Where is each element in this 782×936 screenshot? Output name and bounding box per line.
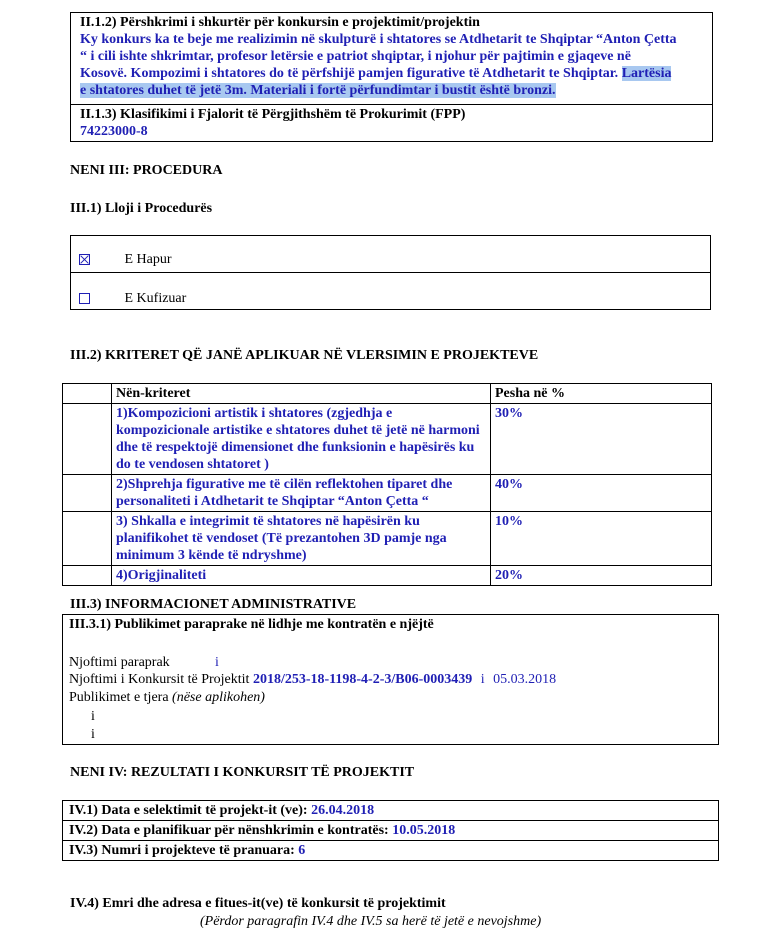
- options-divider: [71, 272, 710, 273]
- description-highlight-1: Lartësia: [621, 66, 672, 81]
- procedure-options-box: [70, 235, 711, 310]
- neni-iii-heading: NENI III: PROCEDURA: [70, 163, 223, 178]
- criteria-blank-cell: [63, 404, 112, 475]
- criteria-weight: 30%: [491, 404, 712, 475]
- other-bullet-1: i: [91, 709, 95, 724]
- criteria-text: 4)Origjinaliteti: [112, 566, 491, 586]
- projects-count-row: [62, 840, 719, 861]
- other-publications-note: (nëse aplikohen): [172, 690, 265, 705]
- winner-note-text: (Përdor paragrafin IV.4 dhe IV.5 sa herë të jetë e nevojshme): [200, 914, 542, 929]
- criteria-row: [63, 566, 712, 586]
- admin-heading: III.3) INFORMACIONET ADMINISTRATIVE: [70, 597, 357, 612]
- cpv-code: 74223000-8: [80, 124, 148, 139]
- prior-notice-label: Njoftimi paraprak: [69, 655, 170, 670]
- winner-heading: IV.4) Emri dhe adresa e fitues-it(ve) të konkursit të projektimit: [70, 896, 446, 911]
- criteria-text: 1)Kompozicioni artistik i shtatores (zgjedhja e kompozicionale artistike e shtatores duhet të jetë në harmoni dhe të respektojë dimensionet dhe funksionin e hapësirës ku do te vendosen shtatoret ): [112, 404, 491, 475]
- description-line-3-text: Kosovë. Kompozimi i shtatores do të përfshijë pamjen figurative të Atdhetarit te Shqiptar.: [80, 66, 622, 81]
- criteria-row: [63, 404, 712, 475]
- contract-date-label: IV.2) Data e planifikuar për nënshkrimin e kontratës:: [69, 823, 393, 838]
- contest-notice-number: 2018/253-18-1198-4-2-3/B06-0003439: [252, 672, 473, 687]
- criteria-blank-cell: [63, 512, 112, 566]
- criteria-row: [63, 475, 712, 512]
- selection-date-value: 26.04.2018: [311, 803, 375, 818]
- description-line-2: “ i cili ishte shkrimtar, profesor letërsie e patriot shqiptar, i njohur për pajtimin e gjaqeve në: [80, 49, 631, 64]
- contest-notice-line: [69, 672, 556, 688]
- criteria-blank-cell: [63, 566, 112, 586]
- option-open-checkbox[interactable]: [79, 254, 90, 265]
- option-restricted[interactable]: [79, 291, 379, 307]
- cpv-box: [70, 104, 713, 142]
- option-open[interactable]: [79, 252, 379, 268]
- criteria-blank-cell: [63, 384, 112, 404]
- description-title: II.1.2) Përshkrimi i shkurtër për konkursin e projektimit/projektin: [80, 15, 480, 30]
- criteria-weight: 20%: [491, 566, 712, 586]
- cpv-title: II.1.3) Klasifikimi i Fjalorit të Përgjithshëm të Prokurimit (FPP): [80, 107, 466, 122]
- criteria-weight: 10%: [491, 512, 712, 566]
- criteria-text: 3) Shkalla e integrimit të shtatores në hapësirën ku planifikohet të vendoset (Të prezantohen 3D pamje nga minimum 3 kënde të ndryshme): [112, 512, 491, 566]
- option-open-label: E Hapur: [124, 252, 172, 267]
- criteria-header-row: [63, 384, 712, 404]
- contract-date-value: 10.05.2018: [392, 823, 456, 838]
- procedure-type-heading: III.1) Lloji i Procedurës: [70, 201, 213, 216]
- publications-box: [62, 614, 719, 745]
- contest-notice-date: 05.03.2018: [493, 672, 557, 687]
- other-publications-line: [69, 690, 265, 706]
- criteria-table: [62, 383, 712, 586]
- prior-notice-bullet: i: [215, 655, 219, 670]
- criteria-row: [63, 512, 712, 566]
- neni-iv-heading: NENI IV: REZULTATI I KONKURSIT TË PROJEKTIT: [70, 765, 415, 780]
- criteria-heading: III.2) KRITERET QË JANË APLIKUAR NË VLERSIMIN E PROJEKTEVE: [70, 348, 539, 363]
- other-publications-label: Publikimet e tjera: [69, 690, 169, 705]
- winner-note: [200, 914, 541, 930]
- criteria-weight: 40%: [491, 475, 712, 512]
- criteria-text: 2)Shprehja figurative me të cilën reflektohen tiparet dhe personaliteti i Atdhetarit te Shqiptar “Anton Çetta “: [112, 475, 491, 512]
- option-restricted-label: E Kufizuar: [124, 291, 187, 306]
- option-restricted-checkbox[interactable]: [79, 293, 90, 304]
- contest-notice-label: Njoftimi i Konkursit të Projektit: [69, 672, 250, 687]
- contract-date-row: [62, 820, 719, 841]
- contest-notice-bullet: i: [480, 672, 485, 687]
- description-line-4: [80, 82, 703, 99]
- description-highlight-2: e shtatores duhet të jetë 3m. Materiali i fortë përfundimtar i bustit është bronzi.: [80, 83, 556, 98]
- criteria-header-weight: Pesha në %: [491, 384, 712, 404]
- criteria-header-sub: Nën-kriteret: [112, 384, 491, 404]
- criteria-blank-cell: [63, 475, 112, 512]
- selection-date-row: [62, 800, 719, 821]
- selection-date-label: IV.1) Data e selektimit të projekt-it (ve):: [69, 803, 312, 818]
- projects-count-value: 6: [298, 843, 306, 858]
- other-bullet-2: i: [91, 727, 95, 742]
- description-line-3: [80, 65, 703, 82]
- description-box: [70, 12, 713, 105]
- publications-title: III.3.1) Publikimet paraprake në lidhje me kontratën e njëjtë: [69, 617, 434, 632]
- description-line-1: Ky konkurs ka te beje me realizimin në skulpturë i shtatores se Atdhetarit te Shqiptar “Anton Çetta: [80, 32, 677, 47]
- projects-count-label: IV.3) Numri i projekteve të pranuara:: [69, 843, 299, 858]
